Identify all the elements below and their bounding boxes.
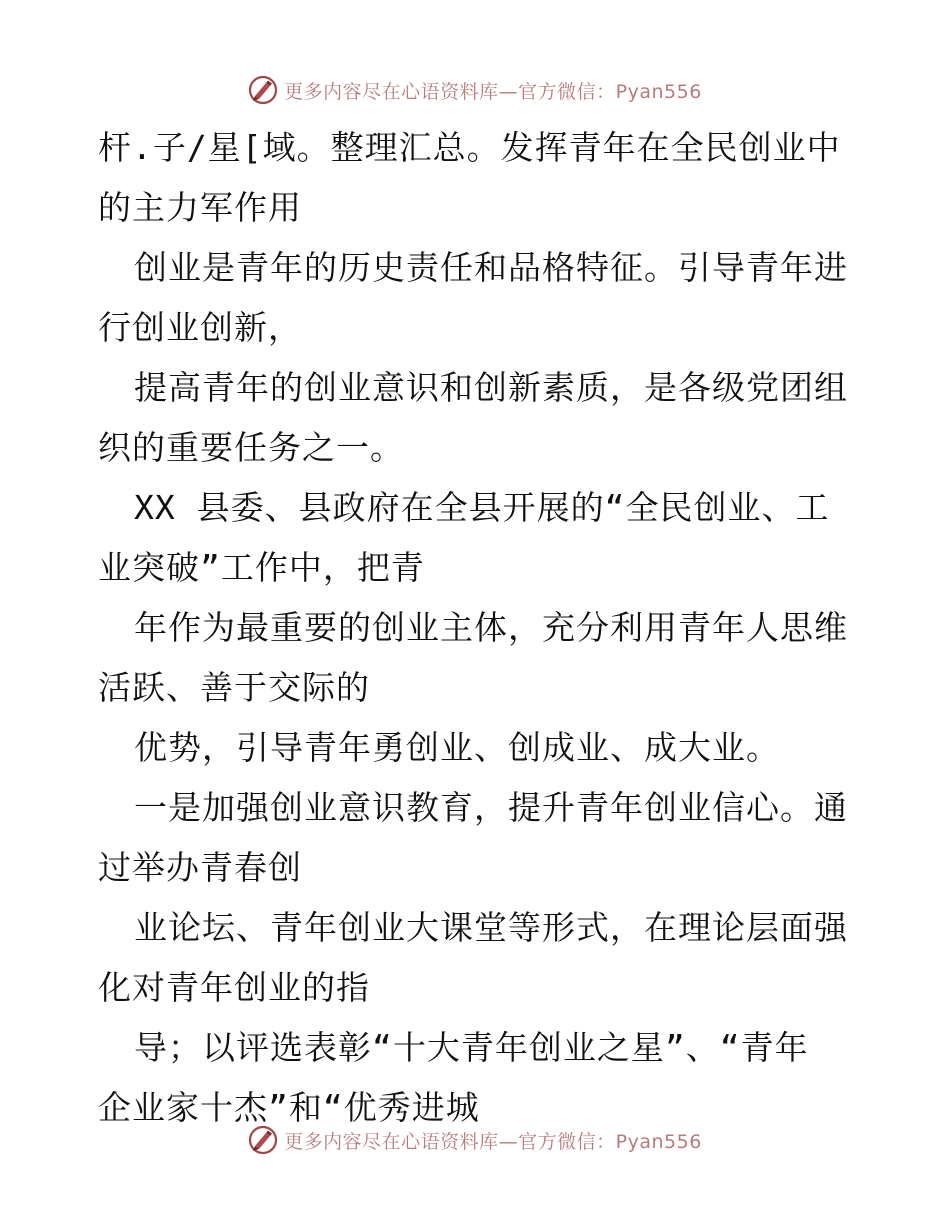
text-line: 行创业创新，: [98, 308, 302, 347]
text-line: 过举办青春创: [98, 848, 302, 887]
text-line: 年作为最重要的创业主体，充分利用青年人思维: [134, 608, 848, 647]
document-body: [98, 118, 858, 1138]
header-watermark-text: 更多内容尽在心语资料库—官方微信：Pyan556: [284, 80, 702, 103]
footer-watermark-text: 更多内容尽在心语资料库—官方微信：Pyan556: [284, 1130, 702, 1153]
text-line: 一是加强创业意识教育，提升青年创业信心。通: [134, 788, 848, 827]
text-line: 业突破”工作中，把青: [98, 548, 425, 587]
text-line: 的主力军作用: [98, 188, 302, 227]
text-line: 创业是青年的历史责任和品格特征。引导青年进: [134, 248, 848, 287]
text-line: 业论坛、青年创业大课堂等形式，在理论层面强: [134, 908, 848, 947]
text-line: 活跃、善于交际的: [98, 668, 370, 707]
text-line: 织的重要任务之一。: [98, 428, 404, 467]
text-line: 企业家十杰”和“优秀进城: [98, 1088, 480, 1127]
text-line: 提高青年的创业意识和创新素质，是各级党团组: [134, 368, 848, 407]
header-watermark-banner: [0, 70, 950, 110]
pen-logo-icon: [248, 75, 278, 105]
pen-logo-icon: [248, 1125, 278, 1155]
text-line: 杆.子/星[域。整理汇总。发挥青年在全民创业中: [98, 128, 841, 167]
text-line: 优势，引导青年勇创业、创成业、成大业。: [134, 728, 780, 767]
text-line: 导；以评选表彰“十大青年创业之星”、“青年: [134, 1028, 809, 1067]
text-line: 化对青年创业的指: [98, 968, 370, 1007]
footer-watermark-banner: [0, 1120, 950, 1160]
text-line: XX 县委、县政府在全县开展的“全民创业、工: [134, 488, 830, 527]
